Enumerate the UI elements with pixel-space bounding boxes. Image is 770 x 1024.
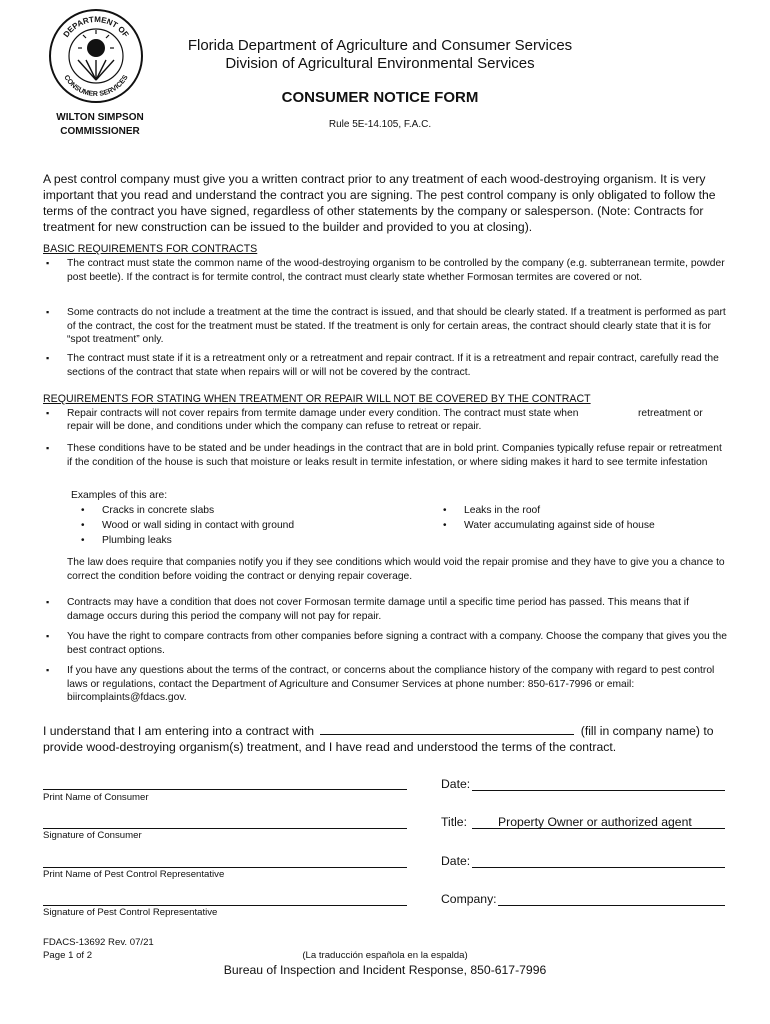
date-consumer-input[interactable] bbox=[472, 790, 725, 791]
examples-label: Examples of this are: bbox=[71, 490, 168, 501]
signature-consumer-label: Signature of Consumer bbox=[43, 830, 142, 841]
example-item: Cracks in concrete slabs bbox=[102, 505, 215, 516]
print-consumer-label: Print Name of Consumer bbox=[43, 792, 149, 803]
bullet-icon: • bbox=[81, 505, 85, 516]
svg-text:DEPARTMENT OF bbox=[62, 15, 131, 39]
date-label: Date: bbox=[441, 777, 471, 791]
form-title: CONSUMER NOTICE FORM bbox=[281, 89, 479, 106]
bullet-icon: • bbox=[81, 535, 85, 546]
acknowledgement-line2: provide wood-destroying organism(s) treatment, and I have read and understood the terms of the contract. bbox=[43, 740, 617, 754]
acknowledgement-text: I understand that I am entering into a contract with bbox=[43, 724, 314, 738]
bureau-contact: Bureau of Inspection and Incident Response, 850-617-7996 bbox=[223, 963, 547, 977]
section-heading-basic: BASIC REQUIREMENTS FOR CONTRACTS bbox=[43, 243, 258, 255]
signature-rep-input[interactable] bbox=[43, 905, 407, 906]
bullet-icon: ▪ bbox=[46, 631, 50, 641]
bullet-icon: ▪ bbox=[46, 408, 50, 418]
list-item-line-continued: retreatment or bbox=[638, 408, 703, 419]
division-name: Division of Agricultural Environmental Services bbox=[225, 55, 535, 72]
print-consumer-input[interactable] bbox=[43, 789, 407, 790]
example-item: Plumbing leaks bbox=[102, 535, 172, 546]
section-heading-exclusions: REQUIREMENTS FOR STATING WHEN TREATMENT OR REPAIR WILL NOT BE COVERED BY THE CONTRACT bbox=[43, 393, 591, 405]
list-item: Contracts may have a condition that does not cover Formosan termite damage until a specific time period has passed. This means that if damage occurs during this period the company will not pay for repair. bbox=[67, 597, 689, 622]
date-label: Date: bbox=[441, 854, 471, 868]
bullet-icon: ▪ bbox=[46, 597, 50, 607]
print-rep-input[interactable] bbox=[43, 867, 407, 868]
translation-note: (La traducción española en la espalda) bbox=[302, 950, 468, 961]
law-note: The law does require that companies notify you if they see conditions which would void the repair promise and they have to give you a chance to correct the condition before voiding the contract or denying repair coverage. bbox=[67, 557, 725, 582]
list-item: The contract must state if it is a retreatment only or a retreatment and repair contract. If it is a retreatment and repair contract, carefully read the sections of the contract that state when repairs will or will not be covered by the contract. bbox=[67, 353, 719, 378]
signature-consumer-input[interactable] bbox=[43, 828, 407, 829]
bullet-icon: ▪ bbox=[46, 307, 50, 317]
list-item: These conditions have to be stated and be under headings in the contract that are in bold print. Companies typically refuse repair or retreatment if the condition of the house is such that moisture or leaks result in termite infestation, or where siding makes it hard to see termite infestation bbox=[67, 443, 722, 468]
form-number: FDACS-13692 Rev. 07/21 bbox=[43, 937, 154, 948]
list-item: The contract must state the common name of the wood-destroying organism to be controlled by the company (e.g. subterranean termite, powder post beetle). If the contract is for termite control, the contract must clearly state whether Formosan termites are covered or not. bbox=[67, 258, 725, 283]
list-item: Some contracts do not include a treatment at the time the contract is issued, and that should be clearly stated. If a treatment is performed as part of the contract, the cost for the treatment must be stated. If the treatment is only for certain areas, the contract should clearly state that it is for “spot treatment” only. bbox=[67, 307, 726, 345]
example-item: Water accumulating against side of house bbox=[464, 520, 655, 531]
acknowledgement-line1 bbox=[43, 723, 733, 740]
example-item: Leaks in the roof bbox=[464, 505, 541, 516]
intro-paragraph: A pest control company must give you a written contract prior to any treatment of each wood-destroying organism. It is very important that you read and understand the contract you are signing. The pest control company is only obligated to follow the terms of the contract you have signed, regardless of other statements by the company or salesperson. (Note: Contracts for treatment for new construction can be issued to the builder and provided to you at closing). bbox=[43, 172, 716, 234]
rule-reference: Rule 5E-14.105, F.A.C. bbox=[328, 119, 432, 130]
bullet-icon: • bbox=[443, 520, 447, 531]
list-item: You have the right to compare contracts from other companies before signing a contract with a company. Choose the company that gives you the best contract options. bbox=[67, 631, 727, 656]
seal-bottom-text: CONSUMER SERVICES bbox=[62, 74, 130, 99]
acknowledgement-text-end: (fill in company name) to bbox=[580, 724, 714, 738]
bullet-icon: ▪ bbox=[46, 353, 50, 363]
company-input[interactable] bbox=[498, 905, 725, 906]
date-rep-input[interactable] bbox=[472, 867, 725, 868]
commissioner-name: WILTON SIMPSON bbox=[56, 112, 144, 123]
agency-name: Florida Department of Agriculture and Consumer Services bbox=[187, 37, 573, 54]
department-seal bbox=[48, 8, 144, 104]
list-item: If you have any questions about the terms of the contract, or concerns about the compliance history of the company with regard to pest control laws or regulations, contact the Department of Agriculture and Consumer Services at phone number: 850-617-7996 or email: biircomplaints@fdacs.gov. bbox=[67, 665, 715, 703]
list-item-line: Repair contracts will not cover repairs from termite damage under every condition. The contract must state when bbox=[67, 408, 579, 419]
commissioner-title: COMMISSIONER bbox=[60, 126, 140, 137]
title-label: Title: bbox=[441, 815, 467, 829]
print-rep-label: Print Name of Pest Control Representative bbox=[43, 869, 225, 880]
company-name-input[interactable] bbox=[320, 734, 574, 735]
signature-rep-label: Signature of Pest Control Representative bbox=[43, 907, 218, 918]
bullet-icon: ▪ bbox=[46, 443, 50, 453]
example-item: Wood or wall siding in contact with ground bbox=[102, 520, 295, 531]
page-number: Page 1 of 2 bbox=[43, 950, 93, 961]
bullet-icon: • bbox=[81, 520, 85, 531]
bullet-icon: ▪ bbox=[46, 665, 50, 675]
seal-top-text: DEPARTMENT OF bbox=[61, 14, 131, 39]
bullet-icon: ▪ bbox=[46, 258, 50, 268]
company-label: Company: bbox=[441, 892, 497, 906]
bullet-icon: • bbox=[443, 505, 447, 516]
title-value: Property Owner or authorized agent bbox=[498, 815, 692, 829]
list-item-line: repair will be done, and conditions under which the company can refuse to retreat or repair. bbox=[67, 421, 482, 432]
